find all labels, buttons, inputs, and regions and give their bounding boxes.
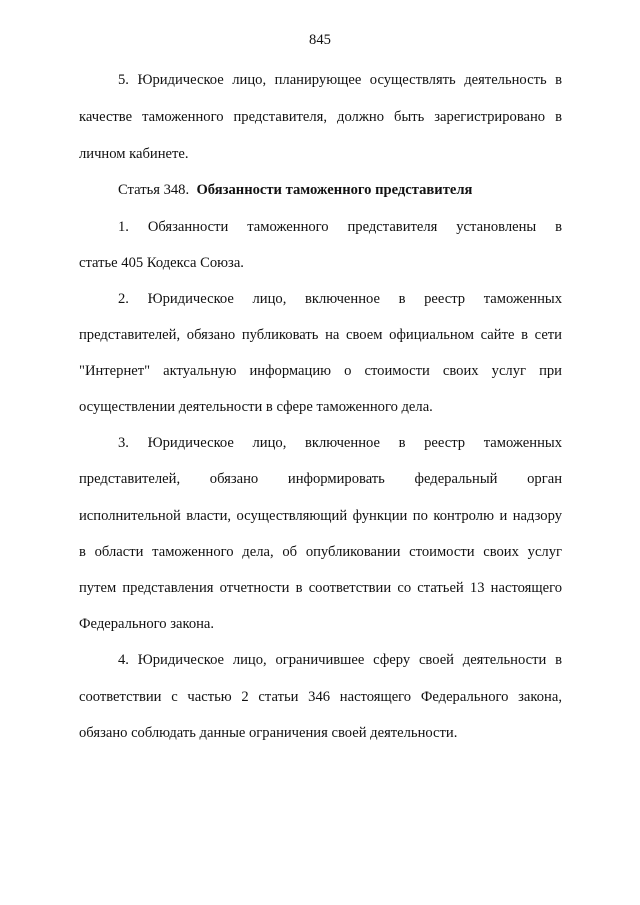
article-heading [118,181,562,199]
text-line: осуществлении деятельности в сфере таможенного дела. [79,399,433,415]
article-title: Обязанности таможенного представителя [196,182,473,198]
text-line: соответствии с частью 2 статьи 346 настоящего Федерального закона, [79,689,562,705]
text-line: качестве таможенного представителя, должно быть зарегистрировано в [79,109,562,125]
page-number: 845 [309,32,331,48]
text-line: статье 405 Кодекса Союза. [79,255,244,271]
text-line: 5. Юридическое лицо, планирующее осуществлять деятельность в [118,72,562,88]
text-line: в области таможенного дела, об опубликовании стоимости своих услуг [79,544,562,560]
text-line: 3. Юридическое лицо, включенное в реестр таможенных [118,435,562,451]
text-line: исполнительной власти, осуществляющий функции по контролю и надзору [79,508,562,524]
text-line: путем представления отчетности в соответствии со статьей 13 настоящего [79,580,562,596]
text-line: "Интернет" актуальную информацию о стоимости своих услуг при [79,363,562,379]
text-line: 4. Юридическое лицо, ограничившее сферу своей деятельности в [118,652,562,668]
text-line: представителей, обязано публиковать на своем официальном сайте в сети [79,327,562,343]
text-line: представителей, обязано информировать федеральный орган [79,471,562,487]
text-line: личном кабинете. [79,146,189,162]
text-line: Федерального закона. [79,616,215,632]
text-line: 2. Юридическое лицо, включенное в реестр таможенных [118,291,562,307]
text-line: 1. Обязанности таможенного представителя установлены в [118,219,562,235]
text-line: обязано соблюдать данные ограничения своей деятельности. [79,725,458,741]
article-number: Статья 348. [118,182,190,198]
